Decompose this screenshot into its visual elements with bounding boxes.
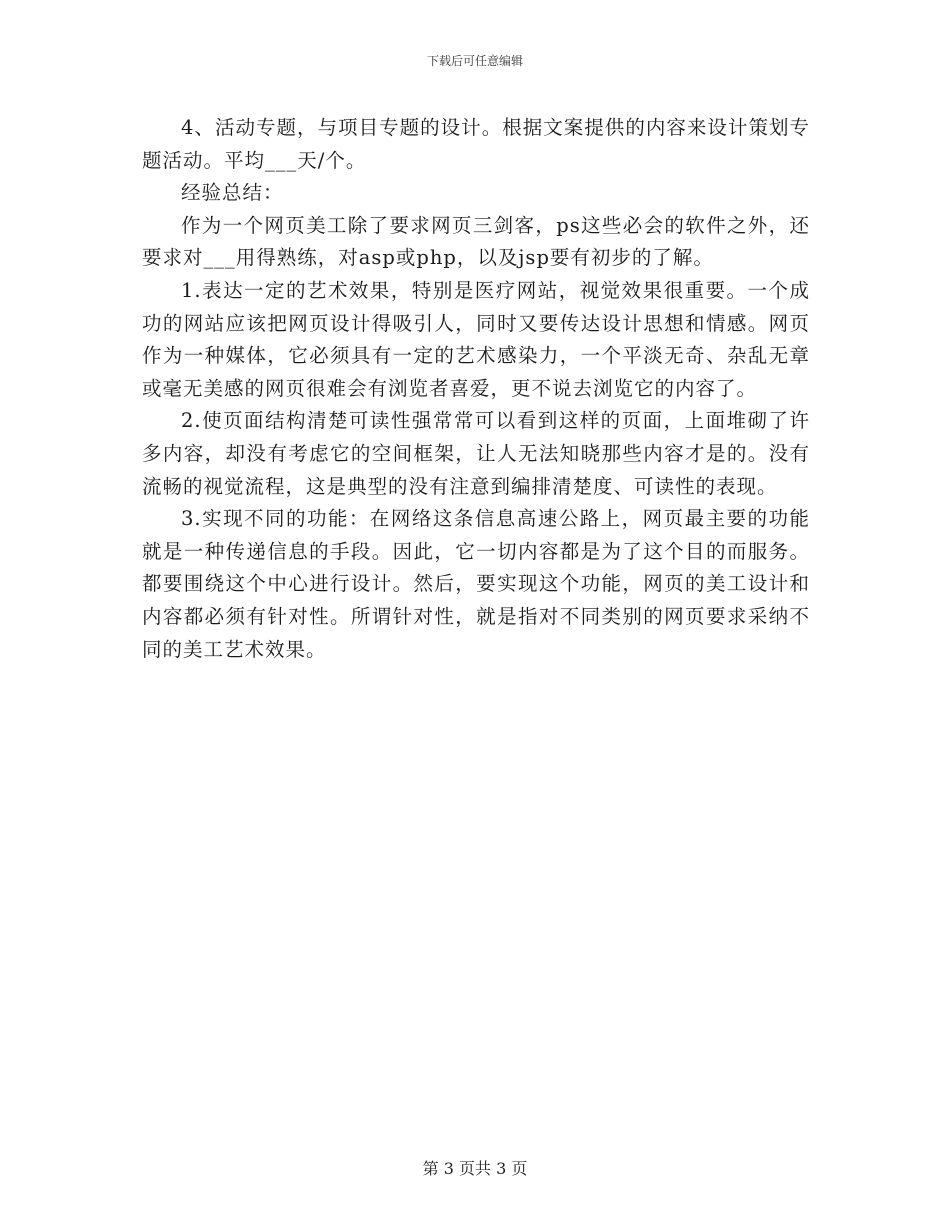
paragraph-point-3: 3.实现不同的功能：在网络这条信息高速公路上，网页最主要的功能就是一种传递信息的手段。因此，它一切内容都是为了这个目的而服务。都要围绕这个中心进行设计。然后，要实现这个功能，网页的美工设计和内容都必须有针对性。所谓针对性，就是指对不同类别的网页要求采纳不同的美工艺术效果。 (142, 507, 810, 661)
paragraph-activity-topic: 4、活动专题，与项目专题的设计。根据文案提供的内容来设计策划专题活动。平均___天/个。 (142, 116, 810, 172)
page-header: 下载后可任意编辑 (426, 54, 523, 68)
paragraph-point-1: 1.表达一定的艺术效果，特别是医疗网站，视觉效果很重要。一个成功的网站应该把网页设计得吸引人，同时又要传达设计思想和情感。网页作为一种媒体，它必须具有一定的艺术感染力，一个平淡无奇、杂乱无章或毫无美感的网页很难会有浏览者喜爱，更不说去浏览它的内容了。 (142, 278, 810, 400)
page-footer: 第 3 页共 3 页 (422, 1159, 528, 1178)
paragraph-point-2: 2.使页面结构清楚可读性强常常可以看到这样的页面，上面堆砌了许多内容，却没有考虑它的空间框架，让人无法知晓那些内容才是的。没有流畅的视觉流程，这是典型的没有注意到编排清楚度、可读性的表现。 (142, 409, 810, 498)
document-body (142, 112, 810, 666)
paragraph-intro: 作为一个网页美工除了要求网页三剑客，ps这些必会的软件之外，还要求对___用得熟练，对asp或php，以及jsp要有初步的了解。 (142, 213, 810, 270)
paragraph-experience-heading: 经验总结： (181, 181, 284, 205)
